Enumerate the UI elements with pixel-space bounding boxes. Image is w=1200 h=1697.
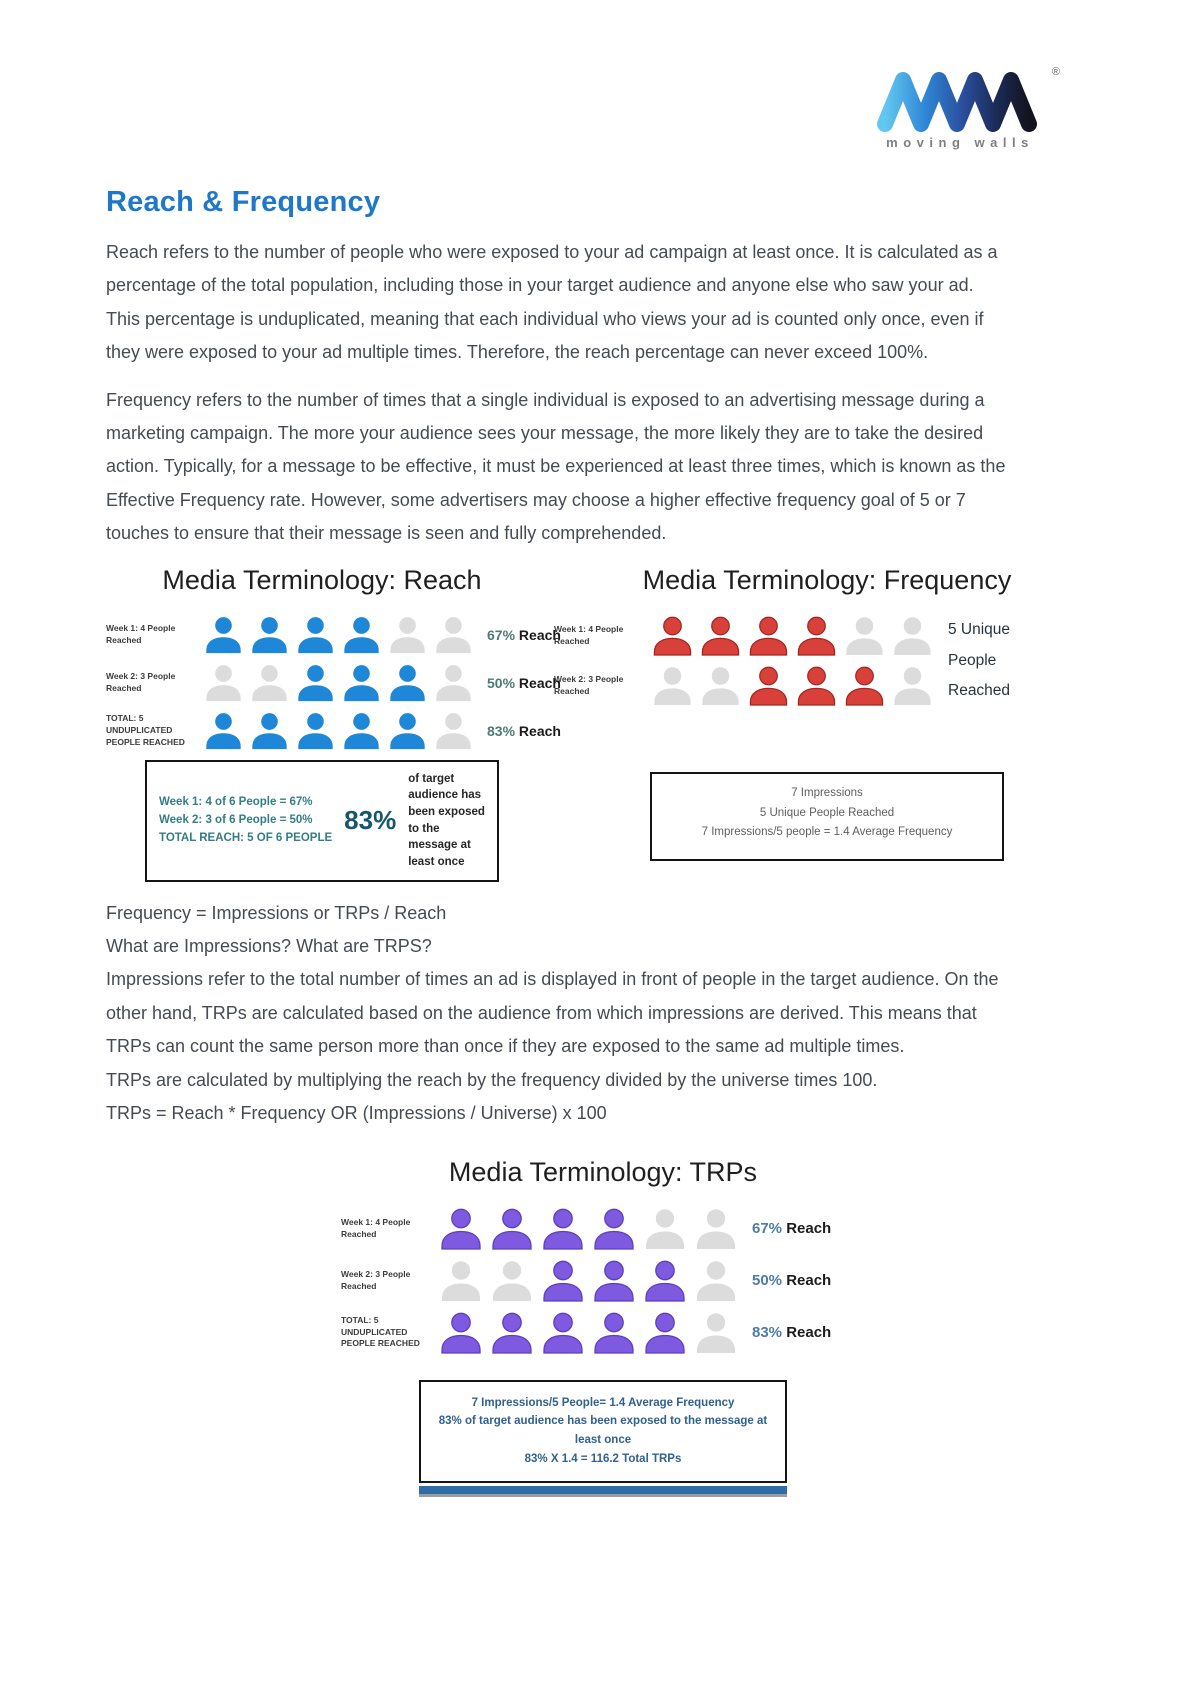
row-label: Week 1: 4 People Reached <box>554 623 624 646</box>
person-icon-active <box>341 664 382 702</box>
moving-walls-logo <box>840 66 1080 150</box>
person-icon-inactive <box>693 1312 739 1354</box>
pictograph-rows <box>341 1198 865 1364</box>
paragraph-impressions-trps: Impressions refer to the total number of times an ad is displayed in front of people in the target audience. On the other hand, TRPs are calculated based on the audience from which impressions are derived. This means that TRPs can count the same person more than once if they are exposed to the same ad multiple times. <box>106 969 999 1057</box>
row-label: TOTAL: 5 UNDUPLICATED PEOPLE REACHED <box>106 712 185 747</box>
person-icons <box>203 664 474 702</box>
frequency-body <box>554 606 1100 716</box>
person-icon-inactive <box>693 1208 739 1250</box>
person-icon-active <box>341 712 382 750</box>
row-label: Week 2: 3 People Reached <box>341 1268 411 1291</box>
mid-text-block <box>106 897 1011 1131</box>
person-icon-active <box>699 616 742 656</box>
unique-people-label: 5 Unique People Reached <box>948 621 1011 699</box>
slide-footer-bar <box>419 1486 787 1497</box>
person-icon-inactive <box>203 664 244 702</box>
person-icon-active <box>591 1208 637 1250</box>
summary-line: Week 2: 3 of 6 People = 50% <box>159 813 313 826</box>
person-icons <box>438 1260 739 1302</box>
pictograph-row <box>106 616 561 654</box>
pictograph-row <box>554 616 934 656</box>
reach-big-percent: 83% <box>344 805 397 836</box>
formula-frequency: Frequency = Impressions or TRPs / Reach <box>106 902 447 923</box>
figures-row <box>106 565 1100 867</box>
person-icon-inactive <box>891 666 934 706</box>
person-icon-inactive <box>433 664 474 702</box>
summary-line: TOTAL REACH: 5 OF 6 PEOPLE <box>159 831 333 844</box>
pictograph-rows <box>106 606 561 760</box>
page-title: Reach & Frequency <box>106 186 381 218</box>
person-icon-inactive <box>249 664 290 702</box>
reach-summary-box <box>145 760 499 882</box>
person-icon-inactive <box>642 1208 688 1250</box>
paragraph-frequency: Frequency refers to the number of times that a single individual is exposed to an advertising message during a marketing campaign. The more your audience sees your message, the more likely they are to take the desired action. Typically, for a message to be effective, it must be experienced at least three times, which is known as the Effective Frequency rate. However, some advertisers may choose a higher effective frequency goal of 5 or 7 touches to ensure that their message is seen and fully comprehended. <box>106 389 1006 544</box>
person-icon-active <box>387 712 428 750</box>
question-impressions-trps: What are Impressions? What are TRPS? <box>106 936 432 957</box>
person-icons <box>651 666 934 706</box>
person-icon-active <box>540 1208 586 1250</box>
person-icon-active <box>295 616 336 654</box>
registered-trademark: ® <box>1051 66 1060 78</box>
person-icon-active <box>540 1260 586 1302</box>
figure-media-terminology-trps <box>341 1157 865 1498</box>
summary-line: 7 Impressions <box>791 787 863 800</box>
row-value: 67% Reach <box>752 1220 832 1237</box>
row-label: TOTAL: 5 UNDUPLICATED PEOPLE REACHED <box>341 1314 420 1349</box>
person-icon-active <box>651 616 694 656</box>
summary-line: 83% of target audience has been exposed to the message at least once <box>438 1415 768 1447</box>
person-icon-inactive <box>387 616 428 654</box>
person-icon-active <box>747 616 790 656</box>
row-value: 83% Reach <box>752 1324 832 1341</box>
person-icon-inactive <box>693 1260 739 1302</box>
pictograph-row <box>341 1312 865 1354</box>
person-icon-active <box>642 1260 688 1302</box>
pictograph-row <box>106 712 561 750</box>
person-icon-active <box>795 666 838 706</box>
person-icon-inactive <box>651 666 694 706</box>
person-icon-inactive <box>699 666 742 706</box>
mw-zigzag-logo-icon <box>870 66 1060 134</box>
person-icon-active <box>203 712 244 750</box>
person-icon-inactive <box>891 616 934 656</box>
row-value: 50% Reach <box>487 674 561 691</box>
person-icon-active <box>387 664 428 702</box>
person-icon-active <box>438 1208 484 1250</box>
person-icon-active <box>591 1312 637 1354</box>
row-label: Week 2: 3 People Reached <box>106 670 176 693</box>
person-icon-inactive <box>433 616 474 654</box>
pictograph-row <box>554 666 934 706</box>
summary-line: 5 Unique People Reached <box>759 806 895 819</box>
pictograph-row <box>341 1208 865 1250</box>
trps-summary-box <box>419 1380 787 1484</box>
row-value: 50% Reach <box>752 1272 832 1289</box>
person-icon-active <box>295 664 336 702</box>
person-icon-inactive <box>438 1260 484 1302</box>
person-icons <box>438 1208 739 1250</box>
person-icon-inactive <box>433 712 474 750</box>
summary-line: 7 Impressions/5 People= 1.4 Average Frequency <box>471 1396 735 1409</box>
row-label: Week 1: 4 People Reached <box>106 622 176 645</box>
person-icon-active <box>203 616 244 654</box>
summary-line: 83% X 1.4 = 116.2 Total TRPs <box>524 1453 682 1466</box>
figure-title: Media Terminology: Frequency <box>642 564 1012 595</box>
person-icon-active <box>642 1312 688 1354</box>
person-icon-active <box>540 1312 586 1354</box>
person-icon-active <box>489 1208 535 1250</box>
person-icon-active <box>341 616 382 654</box>
person-icon-active <box>438 1312 484 1354</box>
figure-title: Media Terminology: Reach <box>162 564 482 595</box>
line-trps-calculation: TRPs are calculated by multiplying the reach by the frequency divided by the universe times 100. <box>106 1069 878 1090</box>
pictograph-row <box>341 1260 865 1302</box>
figure-media-terminology-frequency <box>554 565 1100 867</box>
summary-line: Week 1: 4 of 6 People = 67% <box>159 795 313 808</box>
figure-media-terminology-reach <box>106 564 561 869</box>
reach-summary-lines <box>159 794 332 847</box>
formula-trps: TRPs = Reach * Frequency OR (Impressions / Universe) x 100 <box>106 1103 607 1124</box>
person-icon-active <box>747 666 790 706</box>
person-icons <box>203 616 474 654</box>
row-value: 83% Reach <box>487 722 561 739</box>
person-icons <box>651 616 934 656</box>
row-value: 67% Reach <box>487 626 561 643</box>
pictograph-rows <box>554 606 934 716</box>
person-icon-active <box>489 1312 535 1354</box>
paragraph-reach: Reach refers to the number of people who were exposed to your ad campaign at least once. It is calculated as a percentage of the total population, including those in your target audience and anyone else who saw your ad. This percentage is unduplicated, meaning that each individual who views your ad is counted only once, even if they were exposed to your ad multiple times. Therefore, the reach percentage can never exceed 100%. <box>106 242 998 363</box>
pictograph-row <box>106 664 561 702</box>
figure-title: Media Terminology: TRPs <box>448 1156 758 1187</box>
person-icons <box>438 1312 739 1354</box>
logo-wordmark: moving walls <box>886 135 1034 150</box>
summary-line: 7 Impressions/5 people = 1.4 Average Frequency <box>701 826 953 839</box>
person-icon-active <box>249 616 290 654</box>
person-icon-active <box>249 712 290 750</box>
frequency-summary-box <box>650 772 1004 861</box>
person-icon-active <box>795 616 838 656</box>
person-icons <box>203 712 474 750</box>
person-icon-inactive <box>489 1260 535 1302</box>
person-icon-active <box>295 712 336 750</box>
reach-summary-caption: of target audience has been exposed to the message at least once <box>408 772 485 869</box>
row-label: Week 1: 4 People Reached <box>341 1216 411 1239</box>
person-icon-active <box>843 666 886 706</box>
person-icon-active <box>591 1260 637 1302</box>
row-label: Week 2: 3 People Reached <box>554 673 624 696</box>
person-icon-inactive <box>843 616 886 656</box>
